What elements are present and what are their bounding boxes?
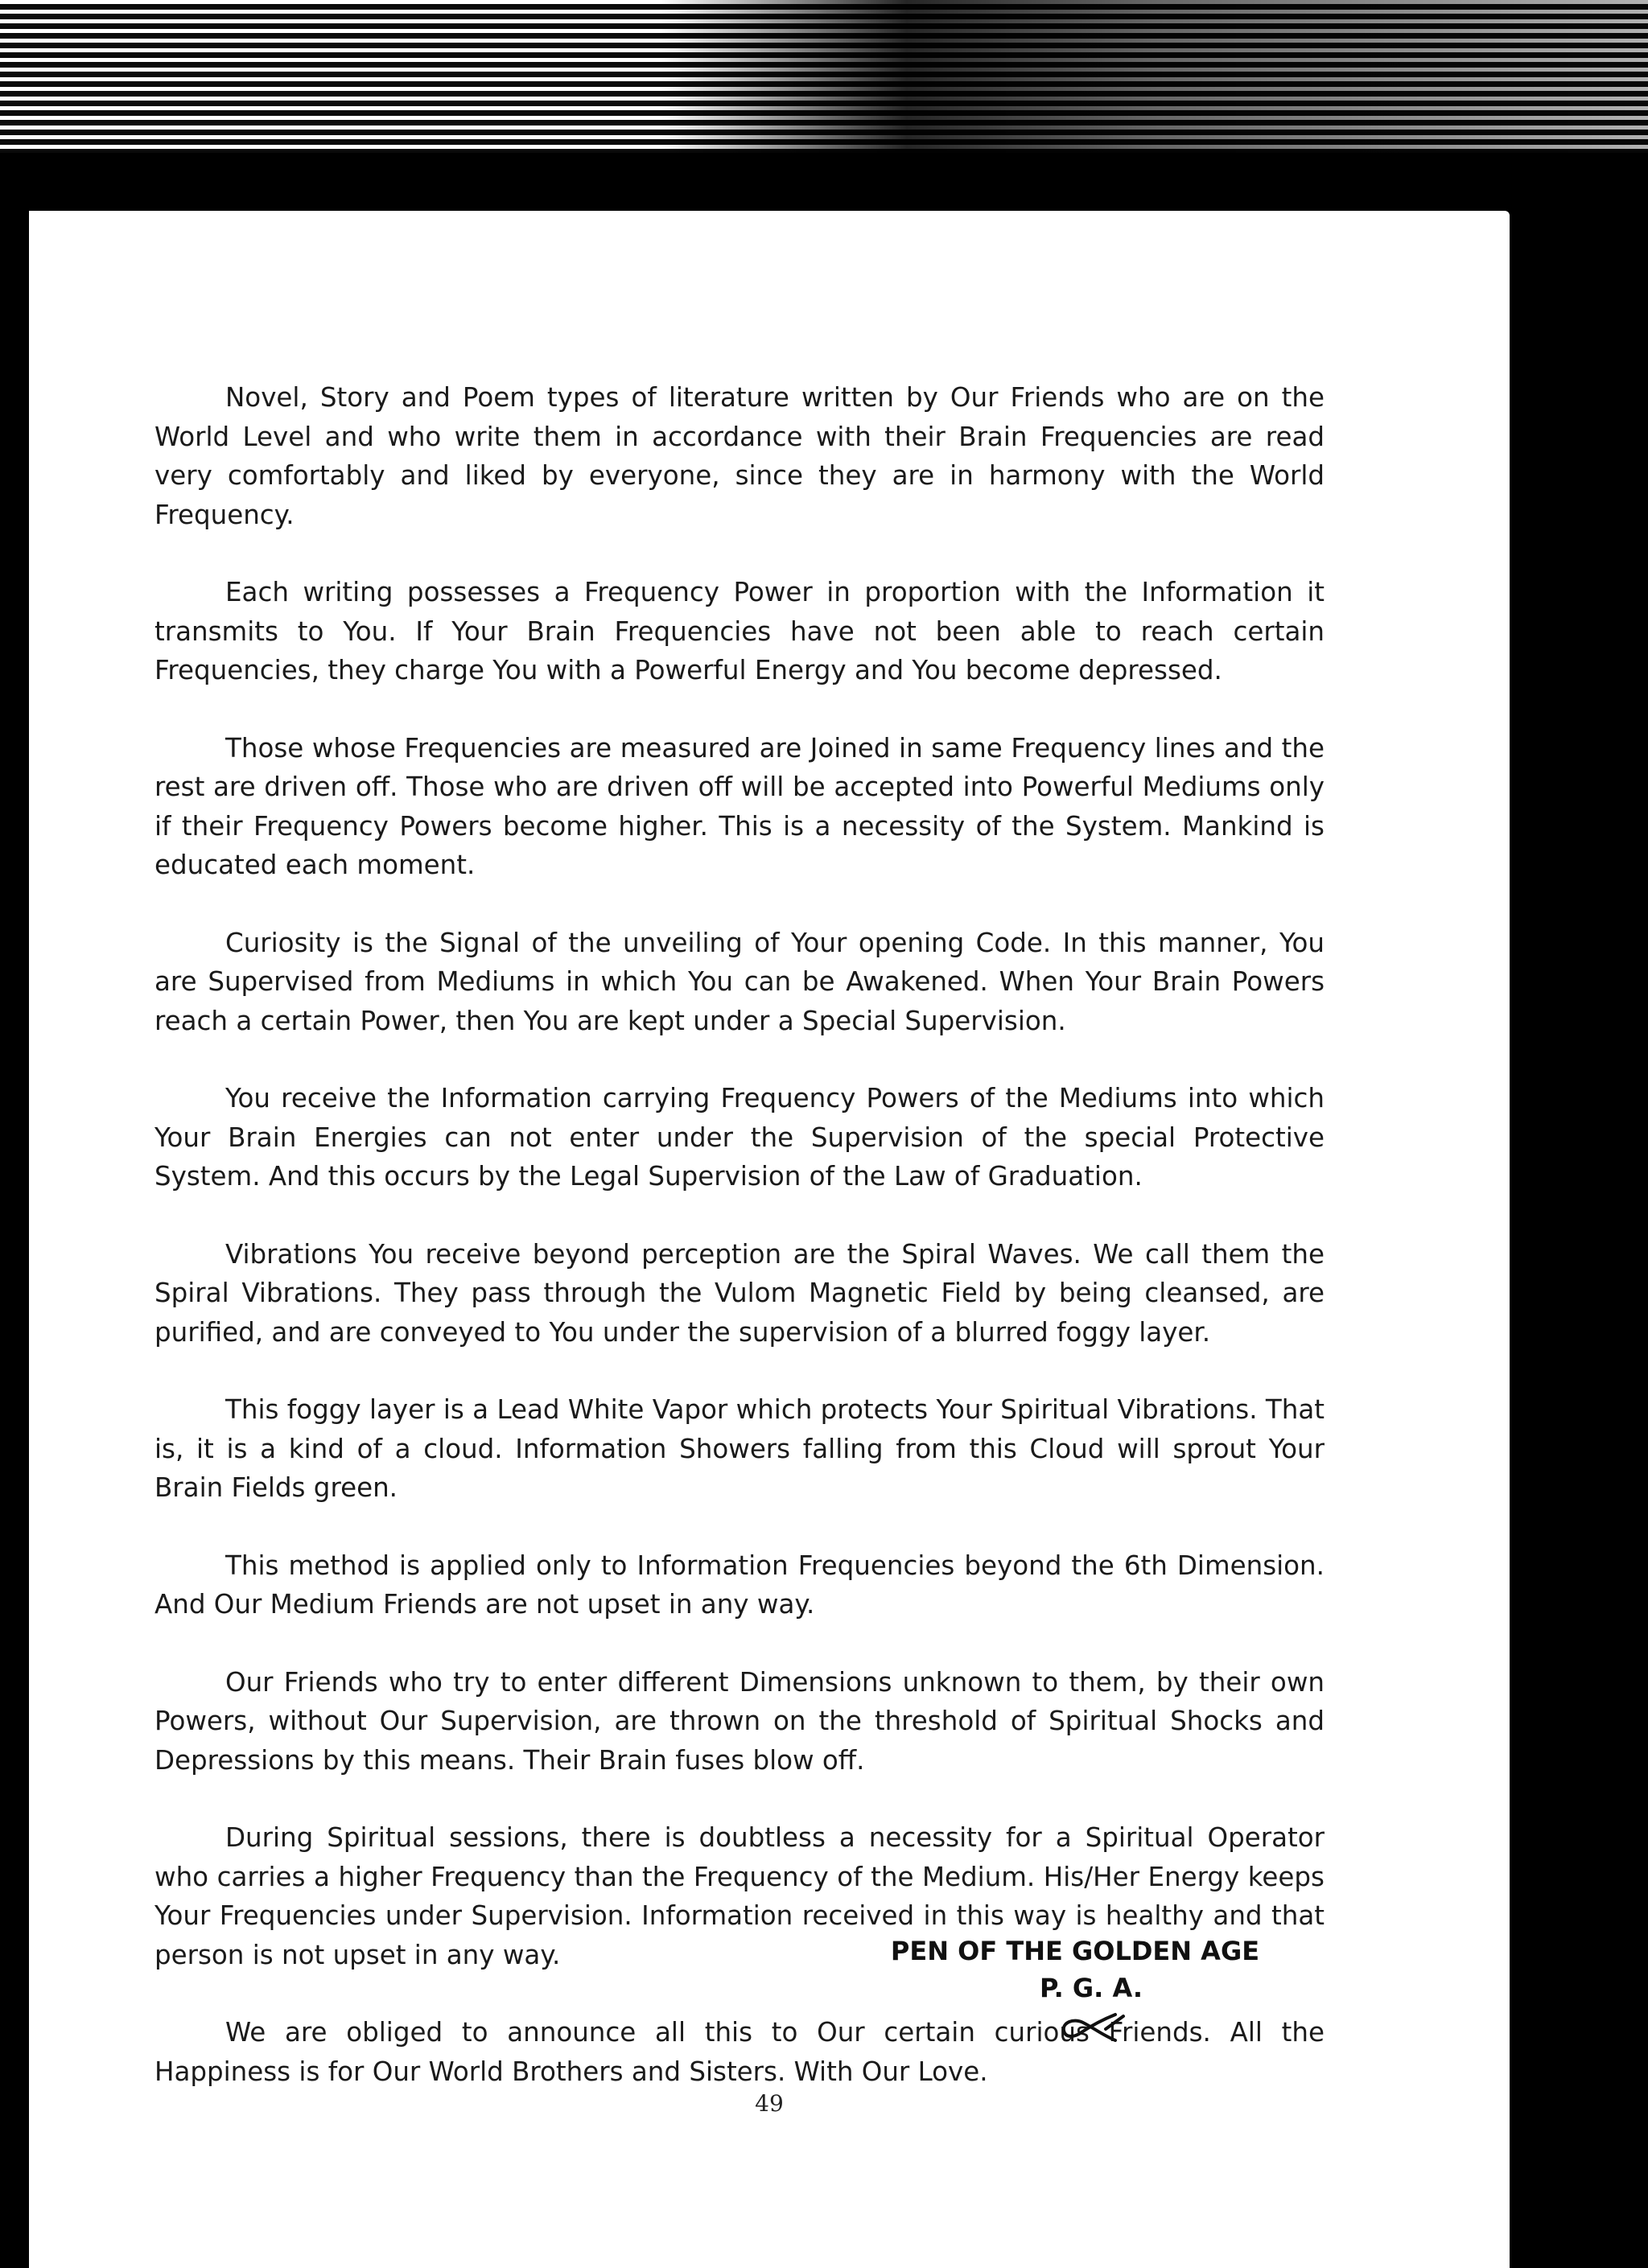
paragraph: Curiosity is the Signal of the unveiling of Your opening Code. In this manner, You are Supervised from Mediums in which You can be Awakened. When Your Brain Powers reach a certain Power, then You are kept under a Special Supervision. — [154, 927, 1325, 1036]
paragraph: We are obliged to announce all this to Our certain curious Friends. All the Happiness is for Our World Brothers and Sisters. With Our Love. — [154, 2017, 1325, 2087]
paragraph: You receive the Information carrying Frequency Powers of the Mediums into which Your Brain Energies can not enter under the Supervision of the special Protective System. And this occurs by the Legal Supervision of the Law of Graduation. — [154, 1083, 1325, 1192]
document-page — [29, 211, 1510, 2268]
paragraph: Each writing possesses a Frequency Power in proportion with the Information it transmits to You. If Your Brain Frequencies have not been able to reach certain Frequencies, they charge You with a Powerful Energy and You become depressed. — [154, 577, 1325, 685]
scan-artifact-band — [0, 153, 1648, 217]
paragraph: Our Friends who try to enter different Dimensions unknown to them, by their own Powers, without Our Supervision, are thrown on the threshold of Spiritual Shocks and Depressions by this means. Their Brain fuses blow off. — [154, 1666, 1325, 1776]
paragraph: Novel, Story and Poem types of literature written by Our Friends who are on the World Level and who write them in accordance with their Brain Frequencies are read very comfortably and liked by everyone, since they are in harmony with the World Frequency. — [154, 382, 1325, 530]
paragraph: This method is applied only to Information Frequencies beyond the 6th Dimension. And Our Medium Friends are not upset in any way. — [154, 1550, 1325, 1620]
page-number: 49 — [755, 2090, 784, 2117]
paragraph: Those whose Frequencies are measured are Joined in same Frequency lines and the rest are driven off. Those who are driven off will be accepted into Powerful Mediums only if their Frequency Powers become higher. This is a necessity of the System. Mankind is educated each moment. — [154, 732, 1325, 880]
signature-abbreviation: P. G. A. — [1040, 1973, 1143, 2003]
paragraph: During Spiritual sessions, there is doubtless a necessity for a Spiritual Operator who carries a higher Frequency than the Frequency of the Medium. His/Her Energy keeps Your Frequencies under Supervision. Information received in this way is healthy and that person is not upset in any way. — [154, 1822, 1325, 1970]
scan-artifact-right-edge — [1510, 211, 1648, 2268]
paragraph: Vibrations You receive beyond perception are the Spiral Waves. We call them the Spiral Vibrations. They pass through the Vulom Magnetic Field by being cleansed, are purified, and are conveyed to You under the supervision of a blurred foggy layer. — [154, 1238, 1325, 1348]
signature-title: PEN OF THE GOLDEN AGE — [890, 1936, 1260, 1966]
paragraph: This foggy layer is a Lead White Vapor which protects Your Spiritual Vibrations. That is, it is a kind of a cloud. Information Showers falling from this Cloud will sprout Your Brain Fields green. — [154, 1394, 1325, 1503]
alpha-signature-mark-icon — [1019, 2008, 1131, 2044]
body-text — [154, 378, 1325, 2130]
signature-block — [834, 1933, 1316, 2044]
